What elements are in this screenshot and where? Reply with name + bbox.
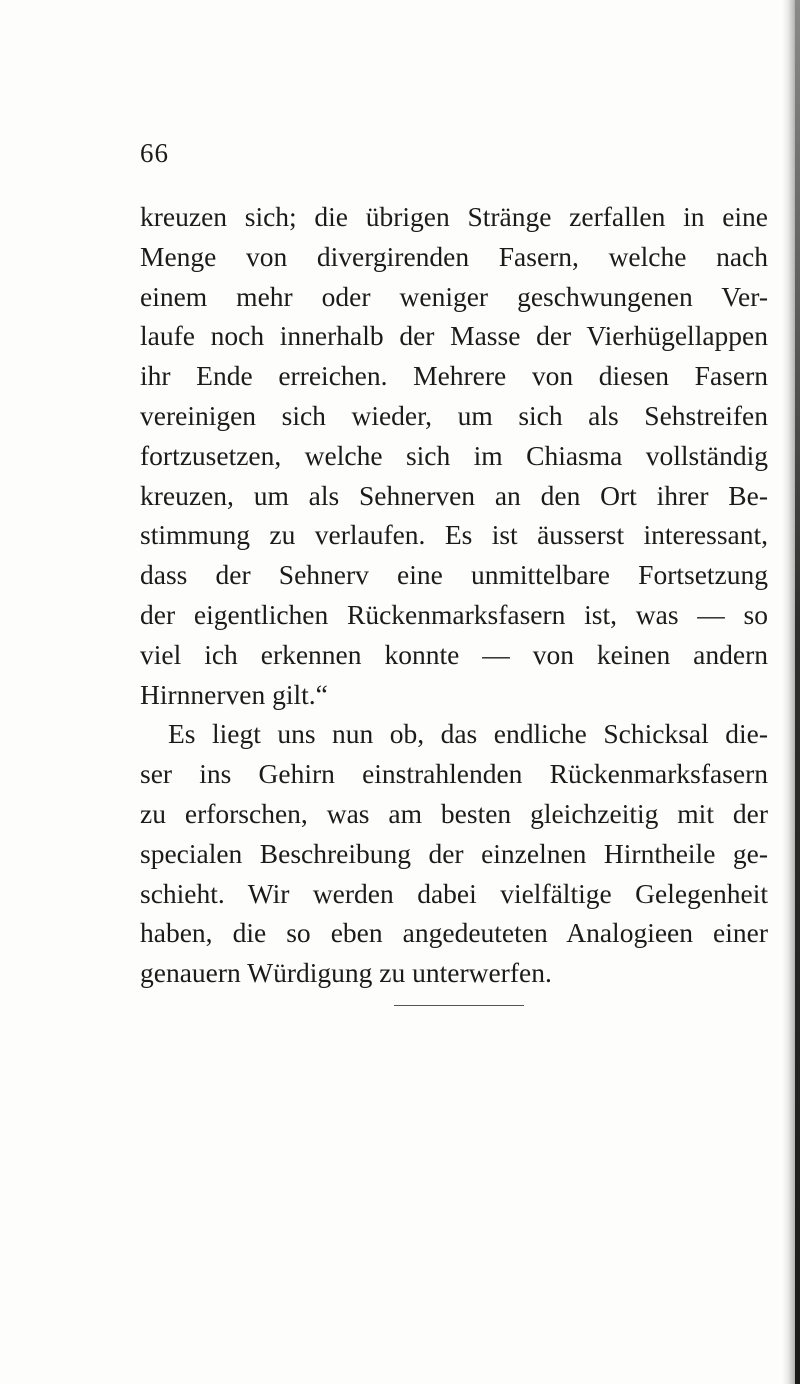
paragraph-end-line: Hirnnerven gilt.“: [140, 678, 328, 710]
text-line: ihr Ende erreichen. Mehrere von diesen Fasern: [140, 360, 768, 392]
scan-page-edge: [781, 0, 800, 1384]
page-number: 66: [140, 138, 169, 168]
section-separator-rule: [394, 1005, 524, 1006]
text-line: laufe noch innerhalb der Masse der Vierhügellappen: [140, 320, 768, 352]
text-line: kreuzen sich; die übrigen Stränge zerfallen in eine: [140, 201, 768, 232]
body-text: [140, 197, 768, 993]
text-line: vereinigen sich wieder, um sich als Sehstreifen: [140, 399, 768, 431]
text-line: fortzusetzen, welche sich im Chiasma vollständig: [140, 439, 768, 471]
text-line: viel ich erkennen konnte — von keinen andern: [140, 638, 768, 670]
text-line: schieht. Wir werden dabei vielfältige Gelegenheit: [140, 877, 768, 909]
text-line: specialen Beschreibung der einzelnen Hirntheile ge-: [140, 837, 768, 869]
text-line: kreuzen, um als Sehnerven an den Ort ihrer Be-: [140, 479, 768, 511]
text-line: der eigentlichen Rückenmarksfasern ist, was — so: [140, 598, 768, 630]
text-line: Menge von divergirenden Fasern, welche nach: [140, 240, 768, 272]
text-line: ser ins Gehirn einstrahlenden Rückenmarksfasern: [140, 758, 768, 790]
text-line: stimmung zu verlaufen. Es ist äusserst interessant,: [140, 519, 768, 551]
text-line: zu erforschen, was am besten gleichzeitig mit der: [140, 797, 768, 829]
text-line: haben, die so eben angedeuteten Analogieen einer: [140, 917, 768, 949]
paragraph-end-line: genauern Würdigung zu unterwerfen.: [140, 957, 552, 989]
text-line: dass der Sehnerv eine unmittelbare Fortsetzung: [140, 559, 768, 591]
paragraph-start-line: Es liegt uns nun ob, das endliche Schicksal die-: [168, 718, 768, 750]
text-line: einem mehr oder weniger geschwungenen Ver-: [140, 280, 768, 312]
